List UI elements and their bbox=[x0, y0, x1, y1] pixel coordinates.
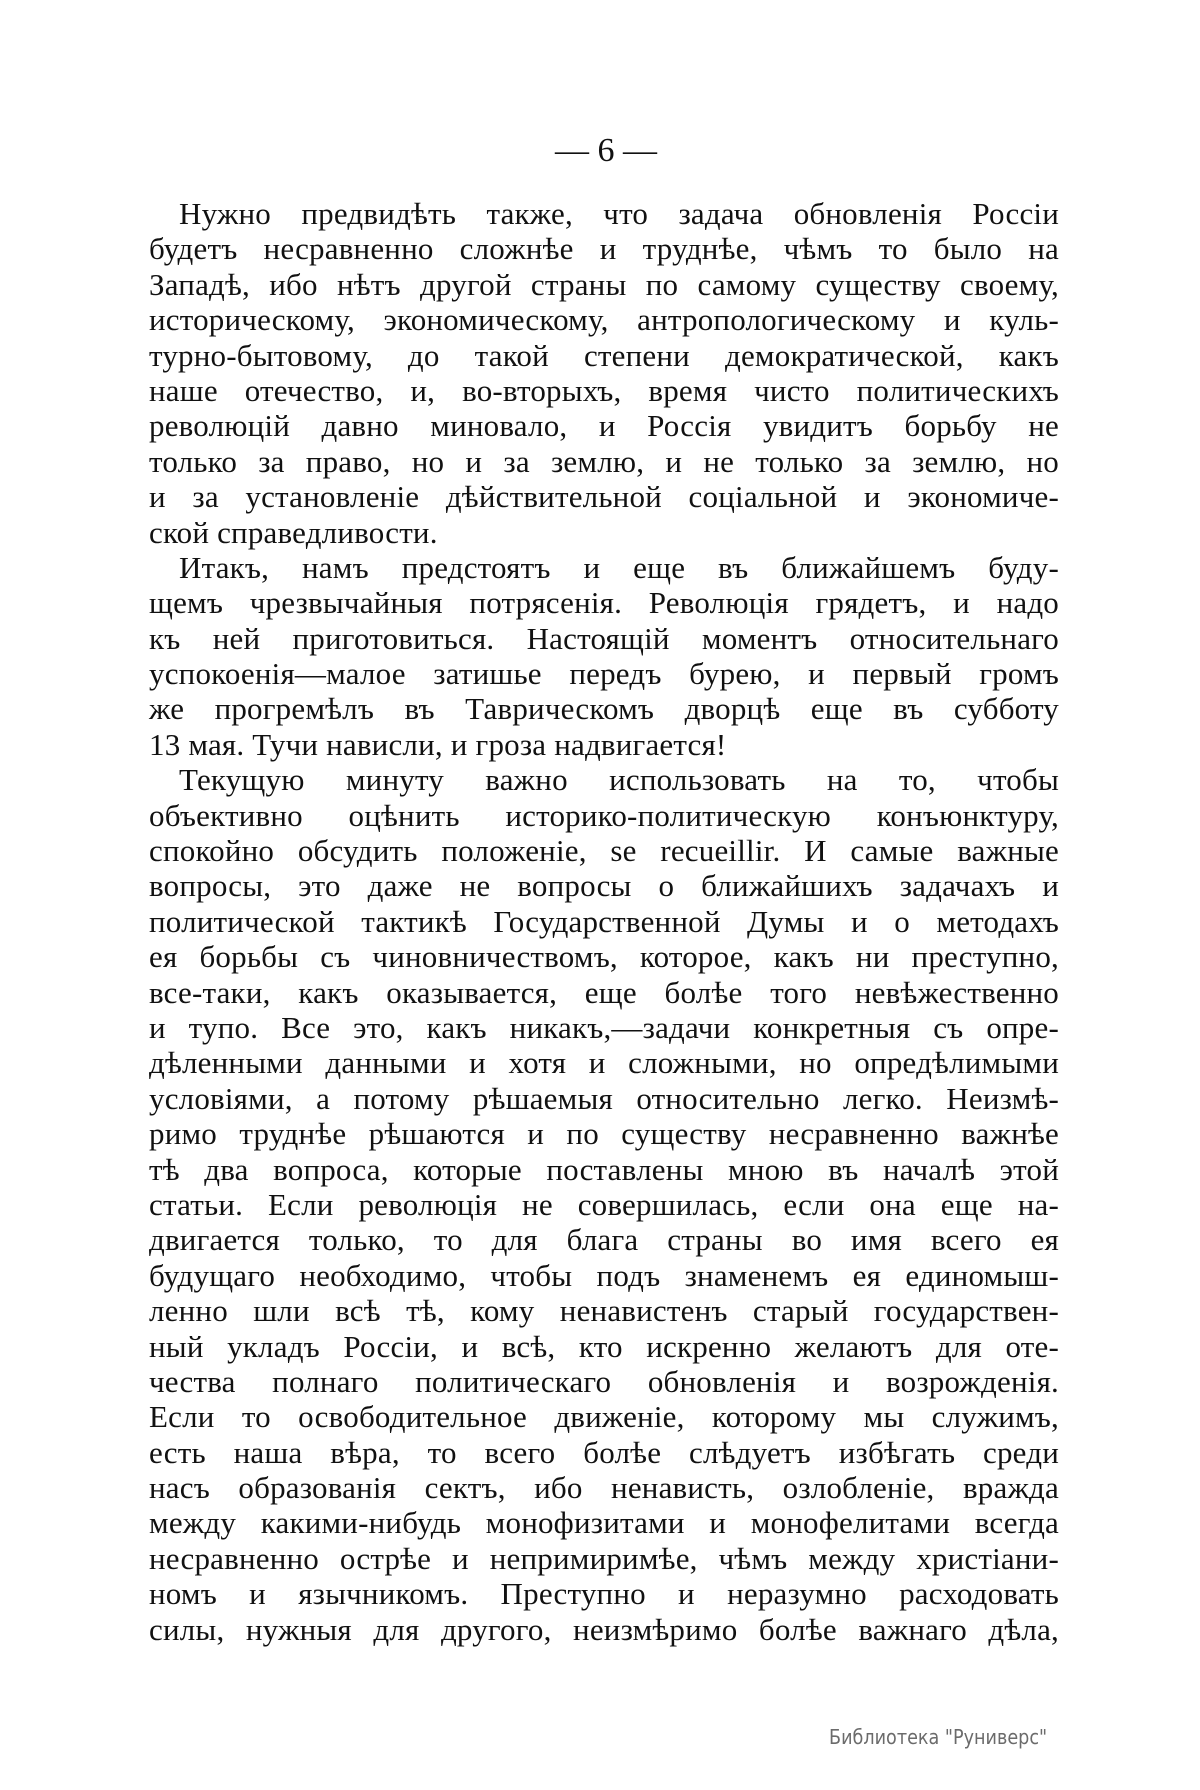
text-line: насъ образованія сектъ, ибо ненависть, озлобленіе, вражда bbox=[149, 1470, 1059, 1506]
text-line: турно-бытовому, до такой степени демократической, какъ bbox=[149, 337, 1059, 373]
text-line: ской справедливости. bbox=[149, 514, 438, 550]
text-line: между какими-нибудь монофизитами и монофелитами всегда bbox=[149, 1505, 1059, 1541]
text-line: успокоенія—малое затишье передъ бурею, и первый громъ bbox=[149, 656, 1059, 692]
text-line: будущаго необходимо, чтобы подъ знаменемъ ея единомыш- bbox=[149, 1257, 1059, 1293]
text-line: наше отечество, и, во-вторыхъ, время чисто политическихъ bbox=[149, 372, 1059, 408]
body-text bbox=[149, 196, 1059, 1647]
text-line: ея борьбы съ чиновничествомъ, которое, какъ ни преступно, bbox=[149, 939, 1059, 975]
text-line: Если то освободительное движеніе, которому мы служимъ, bbox=[149, 1399, 1059, 1435]
text-line: Текущую минуту важно использовать на то, чтобы bbox=[179, 762, 1059, 798]
text-line: и тупо. Все это, какъ никакъ,—задачи конкретныя съ опре- bbox=[149, 1009, 1059, 1045]
text-line: силы, нужныя для другого, неизмѣримо болѣе важнаго дѣла, bbox=[149, 1611, 1059, 1647]
text-line: же прогремѣлъ въ Таврическомъ дворцѣ еще въ субботу bbox=[149, 691, 1059, 727]
text-line: двигается только, то для блага страны во имя всего ея bbox=[149, 1222, 1059, 1258]
text-line: будетъ несравненно сложнѣе и труднѣе, чѣмъ то было на bbox=[149, 231, 1059, 267]
text-line: номъ и язычникомъ. Преступно и неразумно расходовать bbox=[149, 1576, 1059, 1612]
text-line: 13 мая. Тучи нависли, и гроза надвигается! bbox=[149, 726, 727, 762]
text-line: есть наша вѣра, то всего болѣе слѣдуетъ избѣгать среди bbox=[149, 1434, 1059, 1470]
text-line: все-таки, какъ оказывается, еще болѣе того невѣжественно bbox=[149, 974, 1059, 1010]
text-line: ленно шли всѣ тѣ, кому ненавистенъ старый государствен- bbox=[149, 1293, 1059, 1329]
text-line: вопросы, это даже не вопросы о ближайшихъ задачахъ и bbox=[149, 868, 1059, 904]
text-line: римо труднѣе рѣшаются и по существу несравненно важнѣе bbox=[149, 1116, 1059, 1152]
text-line: объективно оцѣнить историко-политическую конъюнктуру, bbox=[149, 797, 1059, 833]
text-line: революцій давно миновало, и Россія увидитъ борьбу не bbox=[149, 408, 1059, 444]
text-line: несравненно острѣе и непримиримѣе, чѣмъ между христіани- bbox=[149, 1540, 1059, 1576]
text-line: спокойно обсудить положеніе, se recueillir. И самые важные bbox=[149, 833, 1059, 869]
library-watermark: Библиотека "Руниверс" bbox=[829, 1725, 1048, 1749]
text-line: Нужно предвидѣть также, что задача обновленія Россіи bbox=[179, 196, 1059, 231]
page-number: — 6 — bbox=[555, 132, 657, 169]
text-line: щемъ чрезвычайныя потрясенія. Революція грядетъ, и надо bbox=[149, 585, 1059, 621]
text-line: Итакъ, намъ предстоятъ и еще въ ближайшемъ буду- bbox=[179, 549, 1059, 585]
text-line: Западѣ, ибо нѣтъ другой страны по самому существу своему, bbox=[149, 266, 1059, 302]
text-line: политической тактикѣ Государственной Думы и о методахъ bbox=[149, 903, 1059, 939]
text-line: тѣ два вопроса, которые поставлены мною въ началѣ этой bbox=[149, 1151, 1059, 1187]
text-line: условіями, а потому рѣшаемыя относительно легко. Неизмѣ- bbox=[149, 1080, 1059, 1116]
text-line: и за установленіе дѣйствительной соціальной и экономиче- bbox=[149, 479, 1059, 515]
text-line: только за право, но и за землю, и не только за землю, но bbox=[149, 443, 1059, 479]
paragraph bbox=[149, 196, 1059, 550]
text-line: статьи. Если революція не совершилась, если она еще на- bbox=[149, 1186, 1059, 1222]
text-line: къ ней приготовиться. Настоящій моментъ относительнаго bbox=[149, 620, 1059, 656]
text-line: чества полнаго политическаго обновленія и возрожденія. bbox=[149, 1363, 1059, 1399]
text-line: историческому, экономическому, антропологическому и куль- bbox=[149, 302, 1059, 338]
paragraph bbox=[149, 550, 1059, 762]
text-line: ный укладъ Россіи, и всѣ, кто искренно желаютъ для оте- bbox=[149, 1328, 1059, 1364]
paragraph bbox=[149, 762, 1059, 1647]
text-line: дѣленными данными и хотя и сложными, но опредѣлимыми bbox=[149, 1045, 1059, 1081]
